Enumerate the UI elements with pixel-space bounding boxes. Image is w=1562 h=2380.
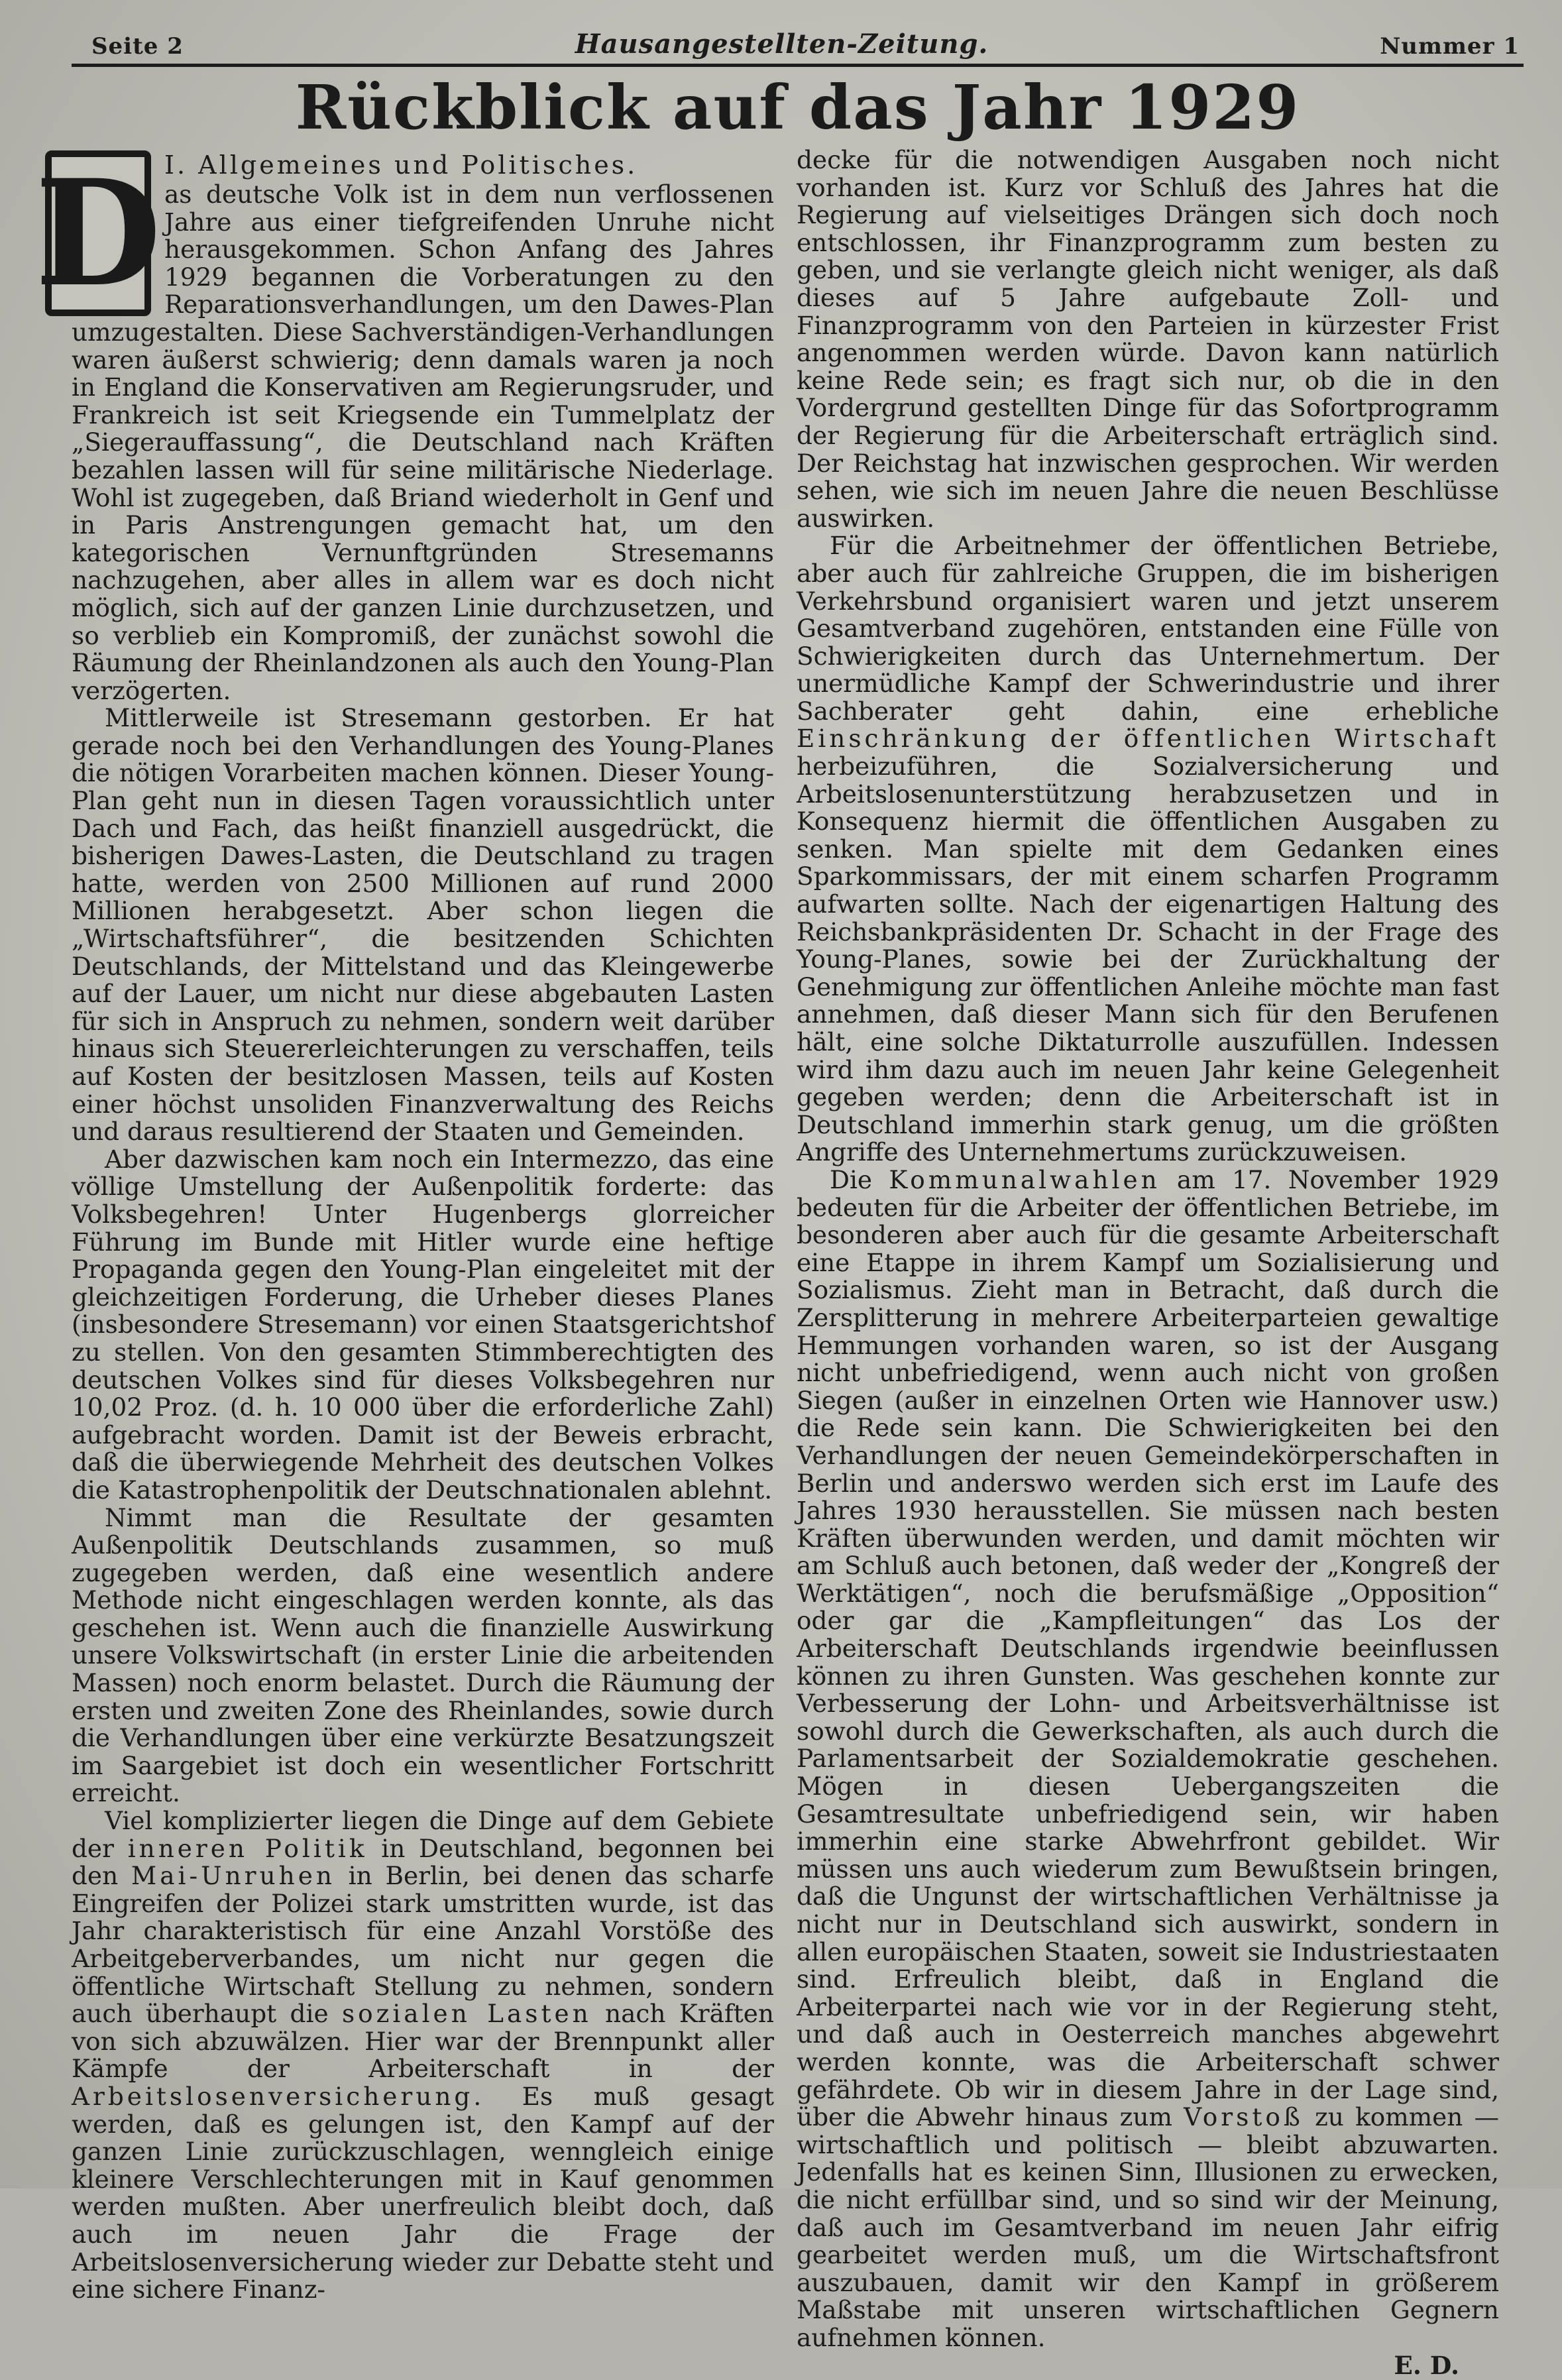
column-right bbox=[797, 146, 1499, 2379]
paragraph: Aber dazwischen kam noch ein Intermezzo, das eine völlige Umstellung der Außenpolitik forderte: das Volksbegehren! Unter Hugenbergs glorreicher Führung im Bunde mit Hitler wurde eine heftige Propaganda gegen den Young-Plan eingeleitet mit der gleichzeitigen Forderung, die Urheber dieses Planes (insbesondere Stresemann) vor einen Staatsgerichtshof zu stellen. Von den gesamten Stimmberechtigten des deutschen Volkes sind für dieses Volksbegehren nur 10,02 Proz. (d. h. 10 000 über die erforderliche Zahl) aufgebracht worden. Damit ist der Beweis erbracht, daß die überwiegende Mehrheit des deutschen Volkes die Katastrophenpolitik der Deutschnationalen ablehnt. bbox=[72, 1144, 774, 1504]
section-heading: I. Allgemeines und Politisches. bbox=[164, 150, 638, 180]
text-run: in Deutschland, begonnen bei den bbox=[72, 1833, 774, 1891]
page-header bbox=[72, 20, 1524, 67]
spaced-emphasis: Einschränkung der öffentlichen Wirtschaft bbox=[797, 724, 1499, 754]
page-number: Seite 2 bbox=[91, 33, 184, 60]
paragraph: Mittlerweile ist Stresemann gestorben. Er hat gerade noch bei den Verhandlungen des Young-Planes die nötigen Vorarbeiten machen können. Dieser Young-Plan geht nun in diesen Tagen voraussichtlich unter Dach und Fach, das heißt finanziell ausgedrückt, die bisherigen Dawes-Lasten, die Deutschland zu tragen hatte, werden von 2500 Millionen auf rund 2000 Millionen herabgesetzt. Aber schon liegen die „Wirtschaftsführer“, die besitzenden Schichten Deutschlands, der Mittelstand und das Kleingewerbe auf der Lauer, um nicht nur diese abgebauten Lasten für sich in Anspruch zu nehmen, sondern weit darüber hinaus sich Steuererleichterungen zu verschaffen, teils auf Kosten der besitzlosen Massen, teils auf Kosten einer höchst unsoliden Finanzverwaltung des Reichs und daraus resultierend der Staaten und Gemeinden. bbox=[72, 703, 774, 1147]
text-run: am 17. November 1929 bedeuten für die Arbeiter der öffentlichen Betriebe, im besonderen aber auch für die gesamte Arbeiterschaft eine Etappe in ihrem Kampf um Sozialisierung und Sozialismus. Zieht man in Betracht, daß durch die Zersplitterung in mehrere Arbeiterparteien gewaltige Hemmungen vorhanden waren, so ist der Ausgang nicht unbefriedigend, wenn auch nicht von großen Siegen (außer in einzelnen Orten wie Hannover usw.) die Rede sein kann. Die Schwierigkeiten bei den Verhandlungen der neuen Gemeindekörperschaften in Berlin und anderswo werden sich erst im Laufe des Jahres 1930 herausstellen. Sie müssen nach besten Kräften überwunden werden, und damit möchten wir am Schluß auch betonen, daß weder der „Kongreß der Werktätigen“, noch die berufsmäßige „Opposition“ oder gar die „Kampfleitungen“ das Los der Arbeiterschaft Deutschlands irgendwie beeinflussen können zu ihren Gunsten. Was geschehen konnte zur Verbesserung der Lohn- und Arbeitsverhältnisse ist sowohl durch die Gewerkschaften, als auch durch die Parlamentsarbeit der Sozialdemokratie geschehen. Mögen in diesen Uebergangszeiten die Gesamtresultate unbefriedigend sein, wir haben immerhin eine starke Abwehrfront gebildet. Wir müssen uns auch wiederum zum Bewußtsein bringen, daß die Ungunst der wirtschaftlichen Verhältnisse ja nicht nur in Deutschland sich auswirkt, sondern in allen europäischen Staaten, soweit sie Industriestaaten sind. Erfreulich bleibt, daß in England die Arbeiterpartei nach wie vor in der Regierung steht, und daß auch in Oesterreich manches abgewehrt werden konnte, was die Arbeiterschaft schwer gefährdete. Ob wir in diesem Jahre in der Lage sind, über die Abwehr hinaus zum bbox=[797, 1164, 1499, 2132]
paragraph: Nimmt man die Resultate der gesamten Außenpolitik Deutschlands zusammen, so muß zugegeben werden, daß eine wesentlich andere Methode nicht eingeschlagen werden konnte, als das geschehen ist. Wenn auch die finanzielle Auswirkung unsere Volkswirtschaft (in erster Linie die arbeitenden Massen) noch enorm belastet. Durch die Räumung der ersten und zweiten Zone des Rheinlandes, sowie durch die Verhandlungen über eine verkürzte Besatzungszeit im Saargebiet ist doch ein wesentlicher Fortschritt erreicht. bbox=[72, 1502, 774, 1808]
spaced-emphasis: sozialen Lasten bbox=[341, 1999, 592, 2029]
spaced-emphasis: Vorstoß bbox=[1184, 2102, 1304, 2132]
spaced-emphasis: Arbeitslosenversicherung bbox=[72, 2081, 474, 2111]
author-signature: E. D. bbox=[1394, 2350, 1459, 2380]
text-run: Viel komplizierter liegen die Dinge auf dem Gebiete der bbox=[72, 1806, 774, 1863]
paragraph bbox=[72, 1807, 774, 2304]
text-run: Die bbox=[830, 1164, 889, 1194]
paragraph bbox=[797, 1166, 1499, 2352]
spaced-emphasis: Kommunalwahlen bbox=[889, 1164, 1160, 1194]
spaced-emphasis: Mai-Unruhen bbox=[131, 1861, 335, 1891]
paragraph: decke für die notwendigen Ausgaben noch nicht vorhanden ist. Kurz vor Schluß des Jahres hat die Regierung auf vielseitiges Drängen sich doch noch entschlossen, ihr Finanzprogramm zum besten zu geben, und sie verlangte gleich nicht weniger, als daß dieses auf 5 Jahre aufgebaute Zoll- und Finanzprogramm von den Parteien in kürzester Frist angenommen werden würde. Davon kann natürlich keine Rede sein; es fragt sich nur, ob die in den Vordergrund gestellten Dinge für das Sofortprogramm der Regierung für die Arbeiterschaft erträglich sind. Der Reichstag hat inzwischen gesprochen. Wir werden sehen, wie sich im neuen Jahre die neuen Beschlüsse auswirken. bbox=[797, 145, 1499, 533]
text-run: nach Kräften von sich abzuwälzen. Hier war der Brennpunkt aller Kämpfe der Arbeiterschaft in der bbox=[72, 1999, 774, 2084]
text-run: Für die Arbeitnehmer der öffentlichen Betriebe, aber auch für zahlreiche Gruppen, die im bisherigen Verkehrsbund organisiert waren und jetzt unserem Gesamtverband zugehören, entstanden eine Fülle von Schwierigkeiten durch das Unternehmertum. Der unermüdliche Kampf der Schwerindustrie und ihrer Sachberater geht dahin, eine erhebliche bbox=[797, 531, 1499, 726]
spaced-emphasis: inneren Politik bbox=[127, 1833, 368, 1863]
issue-number: Nummer 1 bbox=[1380, 33, 1520, 60]
text-run: herbeizuführen, die Sozialversicherung und Arbeitslosenunterstützung herabzusetzen und in Konsequenz hiermit die öffentlichen Ausgaben zu senken. Man spielte mit dem Gedanken eines Sparkommissars, der mit einem scharfen Programm aufwarten sollte. Nach der eigenartigen Haltung des Reichsbankpräsidenten Dr. Schacht in der Frage des Young-Planes, sowie bei der Zurückhaltung der Genehmigung zur öffentlichen Anleihe möchte man fast annehmen, daß dieser Mann sich für den Berufenen hält, eine solche Diktaturrolle auszufüllen. Indessen wird ihm dazu auch im neuen Jahr keine Gelegenheit gegeben werden; denn die Arbeiterschaft ist in Deutschland immerhin stark genug, um die größten Angriffe des Unternehmertums zurückzuweisen. bbox=[797, 752, 1499, 1167]
dropcap-initial: D bbox=[34, 147, 162, 319]
publication-title: Hausangestellten-Zeitung. bbox=[575, 28, 989, 60]
paragraph bbox=[797, 532, 1499, 1166]
text-run: . Es muß gesagt werden, daß es gelungen ist, den Kampf auf der ganzen Linie zurückzuschlagen, wenngleich einige kleinere Verschlechterungen mit in Kauf genommen werden mußten. Aber unerfreulich bleibt doch, daß auch im neuen Jahr die Frage der Arbeitslosenversicherung wieder zur Debatte steht und eine sichere Finanz- bbox=[72, 2081, 774, 2304]
article-body bbox=[34, 145, 1524, 2380]
text-run: zu kommen — wirtschaftlich und politisch — bleibt abzuwarten. Jedenfalls hat es keinen Sinn, Illusionen zu erwecken, die nicht erfüllbar sind, und so sind wir der Meinung, daß auch im Gesamtverband im neuen Jahr eifrig gearbeitet werden muß, um die Wirtschaftsfront auszubauen, damit wir den Kampf in größerem Maßstabe mit unseren wirtschaftlichen Gegnern aufnehmen können. bbox=[797, 2102, 1499, 2352]
article-title: Rückblick auf das Jahr 1929 bbox=[295, 72, 1300, 143]
text-run: in Berlin, bei denen das scharfe Eingreifen der Polizei stark umstritten wurde, ist das Jahr charakteristisch für eine Anzahl Vorstöße des Arbeitgeberverbandes, um nicht nur gegen die öffentliche Wirtschaft Stellung zu nehmen, sondern auch überhaupt die bbox=[72, 1861, 774, 2029]
paragraph: as deutsche Volk ist in dem nun verflossenen Jahre aus einer tiefgreifenden Unruhe nicht herausgekommen. Schon Anfang des Jahres 1929 begannen die Vorberatungen zu den Reparationsverhandlungen, um den Dawes-Plan umzugestalten. Diese Sachverständigen-Verhandlungen waren äußerst schwierig; denn damals waren ja noch in England die Konservativen am Regierungsruder, und Frankreich ist seit Kriegsende ein Tummelplatz der „Siegerauffassung“, die Deutschland nach Kräften bezahlen lassen will für seine militärische Niederlage. Wohl ist zugegeben, daß Briand wiederholt in Genf und in Paris Anstrengungen gemacht hat, um den kategorischen Vernunftgründen Stresemanns nachzugehen, aber alles in allem war es doch nicht möglich, sich auf der ganzen Linie durchzusetzen, und so verblieb ein Kompromiß, der zunächst sowohl die Räumung der Rheinlandzonen als auch den Young-Plan verzögerten. bbox=[72, 180, 774, 705]
column-left bbox=[34, 146, 774, 2379]
